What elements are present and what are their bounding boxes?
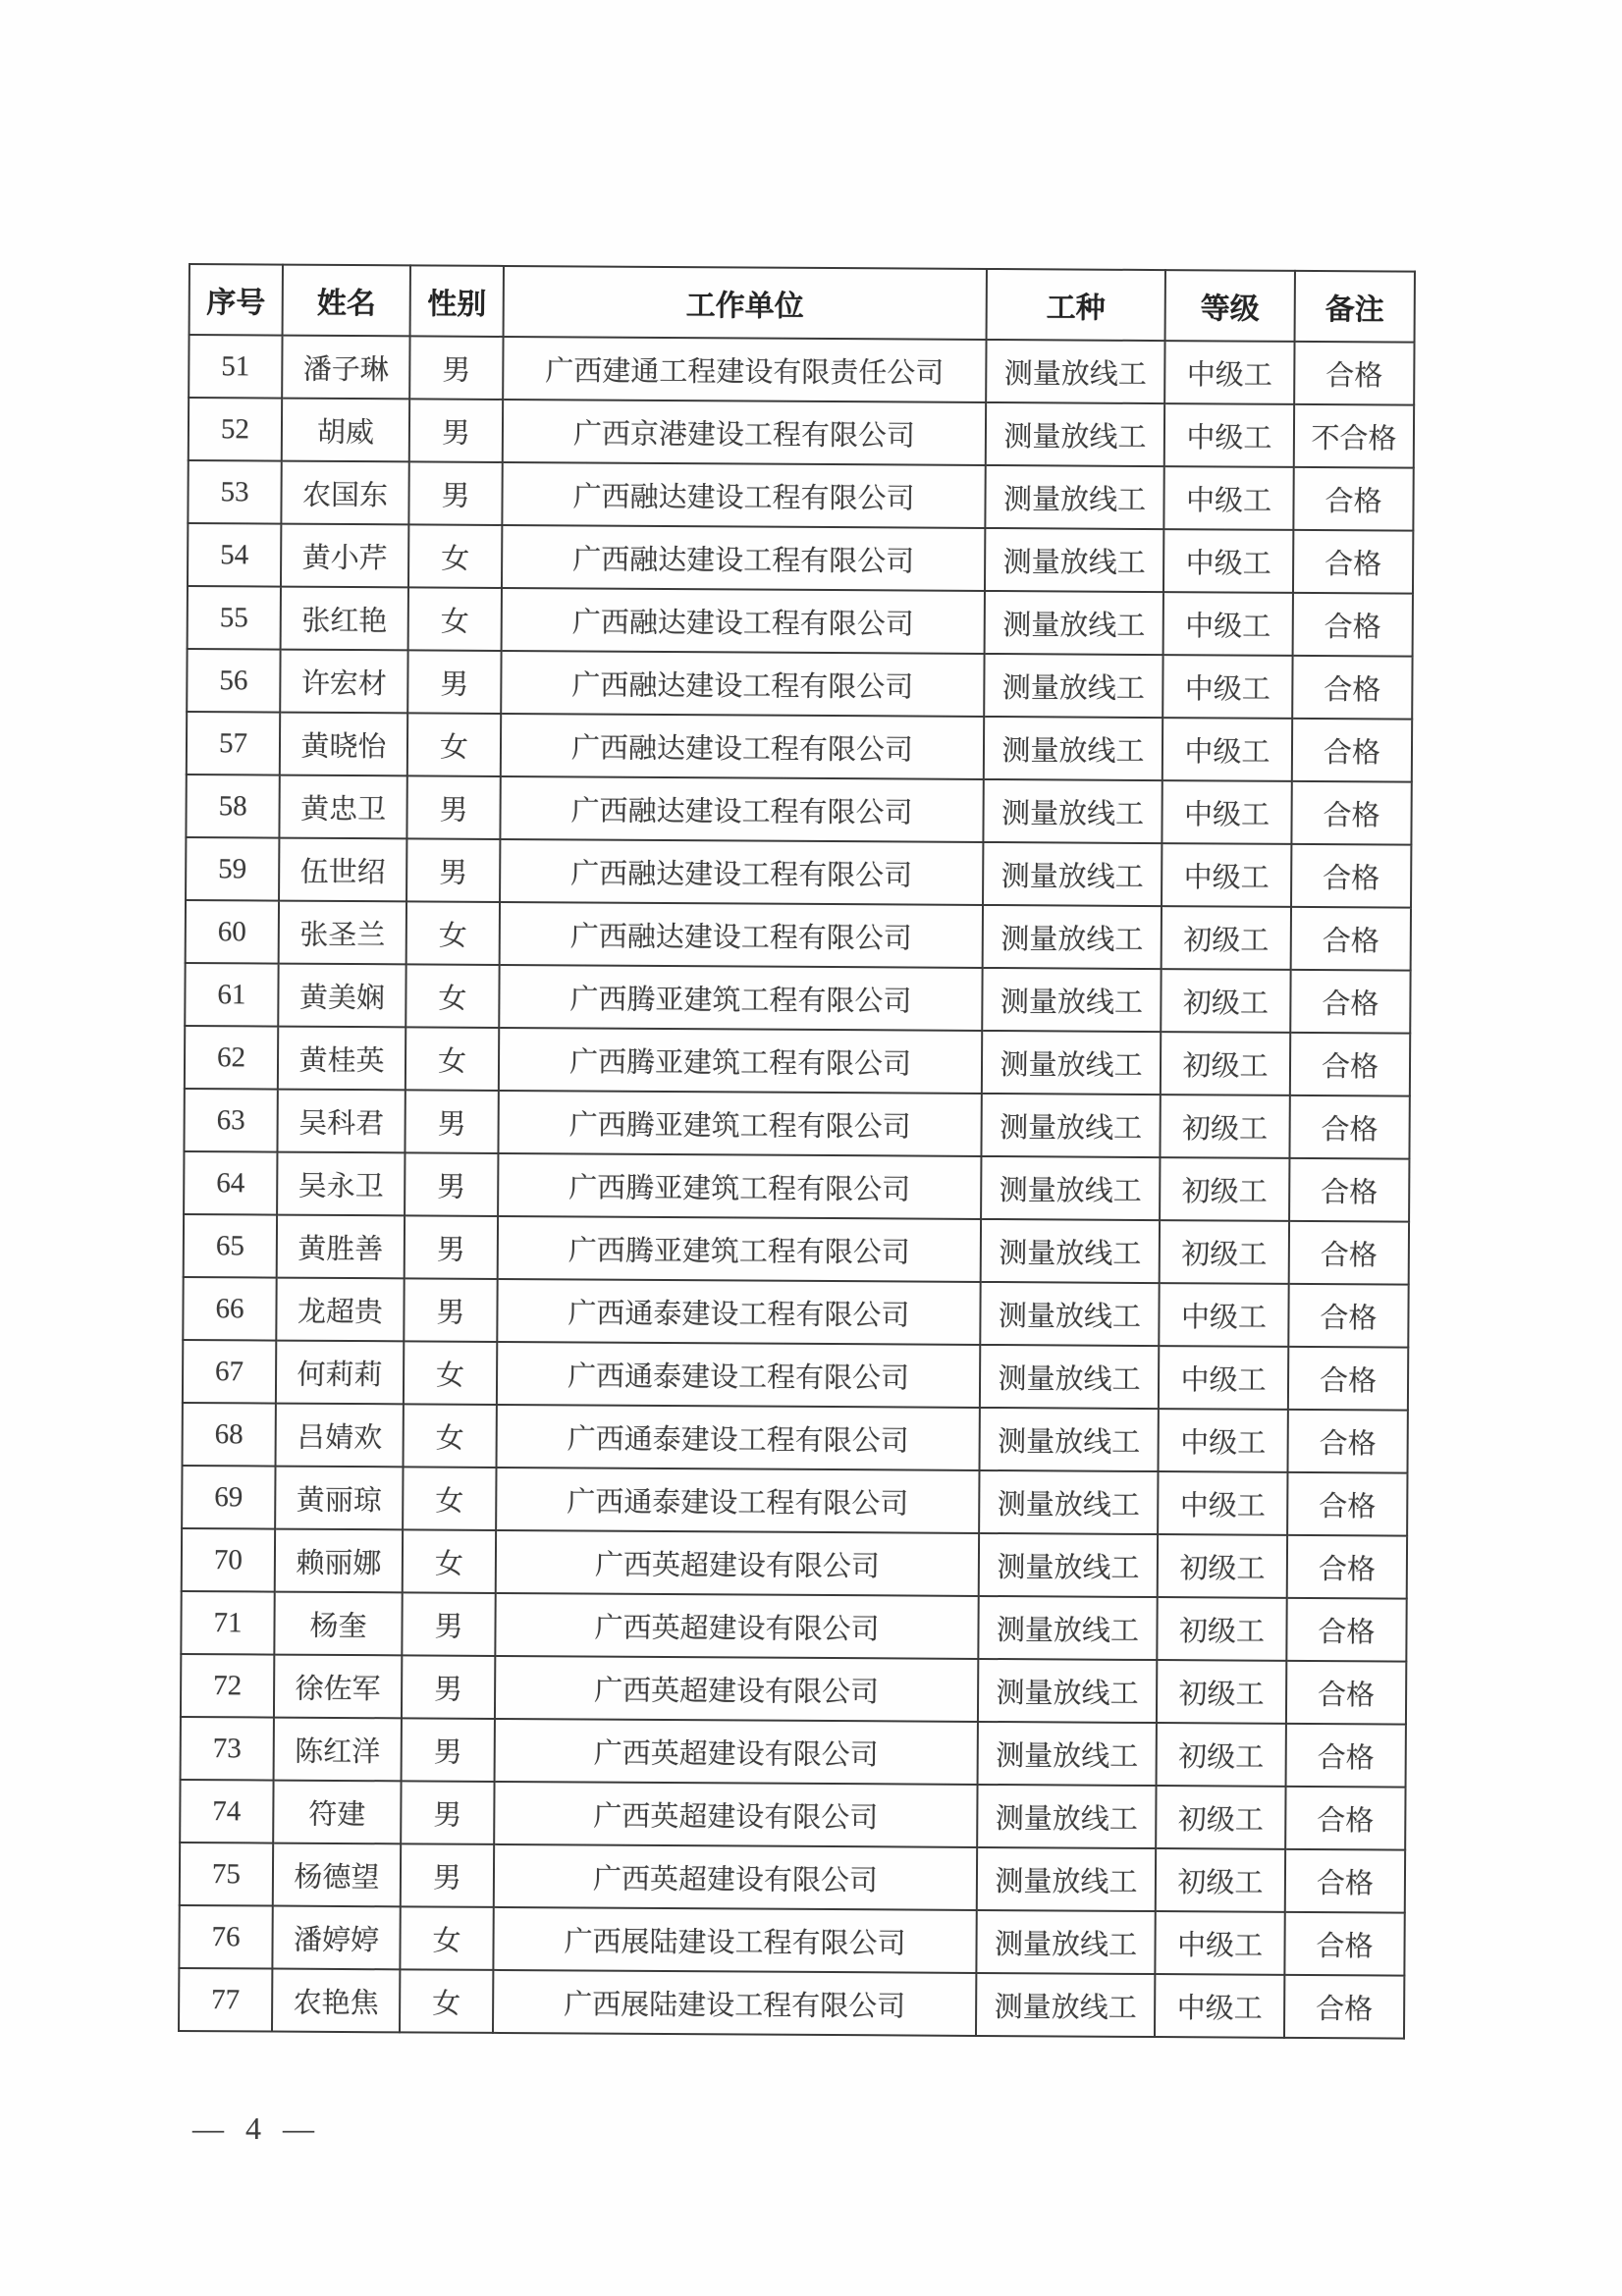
cell-col-gender: 女 <box>403 1467 496 1530</box>
cell-col-trade: 测量放线工 <box>984 654 1162 718</box>
cell-col-trade: 测量放线工 <box>980 1345 1159 1409</box>
cell-col-remark: 合格 <box>1293 593 1413 657</box>
cell-col-name: 龙超贵 <box>276 1278 404 1342</box>
cell-col-number: 76 <box>179 1905 272 1969</box>
cell-col-work-unit: 广西英超建设有限公司 <box>496 1530 979 1596</box>
cell-col-trade: 测量放线工 <box>978 1659 1157 1723</box>
cell-col-work-unit: 广西腾亚建筑工程有限公司 <box>498 1216 981 1282</box>
cell-col-number: 74 <box>180 1780 273 1843</box>
cell-col-gender: 女 <box>403 1529 496 1593</box>
cell-col-name: 杨奎 <box>274 1592 402 1656</box>
cell-col-remark: 合格 <box>1287 1472 1407 1536</box>
cell-col-level: 中级工 <box>1163 466 1293 530</box>
cell-col-name: 符建 <box>273 1781 401 1844</box>
cell-col-remark: 合格 <box>1290 970 1410 1034</box>
cell-col-level: 中级工 <box>1159 1283 1288 1347</box>
cell-col-number: 54 <box>188 523 281 587</box>
cell-col-trade: 测量放线工 <box>986 340 1164 403</box>
cell-col-number: 73 <box>181 1717 274 1781</box>
cell-col-trade: 测量放线工 <box>981 1094 1160 1157</box>
table-row <box>186 774 1411 845</box>
cell-col-number: 67 <box>183 1340 276 1404</box>
cell-col-remark: 合格 <box>1289 1221 1409 1285</box>
cell-col-gender: 男 <box>401 1843 494 1907</box>
cell-col-work-unit: 广西英超建设有限公司 <box>494 1844 977 1910</box>
cell-col-level: 初级工 <box>1161 1032 1290 1095</box>
cell-col-trade: 测量放线工 <box>983 842 1162 906</box>
cell-col-trade: 测量放线工 <box>986 402 1164 466</box>
cell-col-gender: 女 <box>406 901 500 965</box>
cell-col-gender: 女 <box>404 1341 497 1405</box>
cell-col-work-unit: 广西通泰建设工程有限公司 <box>497 1279 980 1345</box>
cell-col-level: 中级工 <box>1155 1974 1284 2038</box>
cell-col-gender: 女 <box>407 713 501 776</box>
cell-col-name: 黄小芹 <box>281 524 408 588</box>
column-header-col-work-unit: 工作单位 <box>504 266 987 340</box>
cell-col-work-unit: 广西建通工程建设有限责任公司 <box>503 337 986 402</box>
column-header-col-name: 姓名 <box>283 265 410 337</box>
cell-col-number: 69 <box>182 1466 275 1529</box>
cell-col-remark: 合格 <box>1290 1033 1410 1096</box>
cell-col-level: 初级工 <box>1158 1534 1287 1598</box>
cell-col-level: 中级工 <box>1158 1409 1287 1472</box>
cell-col-name: 黄胜善 <box>277 1215 405 1279</box>
cell-col-work-unit: 广西京港建设工程有限公司 <box>503 400 986 465</box>
cell-col-number: 71 <box>181 1591 274 1655</box>
column-header-col-level: 等级 <box>1165 270 1295 342</box>
cell-col-work-unit: 广西腾亚建筑工程有限公司 <box>499 965 982 1031</box>
cell-col-level: 中级工 <box>1162 655 1292 719</box>
cell-col-name: 黄晓怡 <box>280 713 407 776</box>
cell-col-remark: 合格 <box>1286 1598 1406 1662</box>
table-row <box>186 900 1411 971</box>
cell-col-remark: 合格 <box>1287 1535 1407 1599</box>
cell-col-remark: 合格 <box>1291 907 1411 971</box>
cell-col-name: 陈红洋 <box>274 1718 402 1782</box>
cell-col-trade: 测量放线工 <box>983 779 1162 843</box>
cell-col-remark: 合格 <box>1291 781 1411 845</box>
cell-col-remark: 合格 <box>1288 1284 1408 1348</box>
cell-col-gender: 男 <box>407 650 501 714</box>
cell-col-gender: 女 <box>408 587 502 651</box>
cell-col-trade: 测量放线工 <box>985 465 1163 529</box>
cell-col-level: 中级工 <box>1163 529 1293 593</box>
cell-col-gender: 男 <box>404 1278 497 1342</box>
cell-col-name: 黄桂英 <box>278 1027 406 1091</box>
cell-col-name: 张圣兰 <box>279 901 406 965</box>
cell-col-gender: 男 <box>401 1781 494 1844</box>
cell-col-trade: 测量放线工 <box>982 1031 1161 1095</box>
cell-col-remark: 合格 <box>1285 1849 1405 1913</box>
cell-col-trade: 测量放线工 <box>979 1470 1158 1534</box>
cell-col-level: 初级工 <box>1157 1723 1286 1787</box>
cell-col-level: 初级工 <box>1157 1660 1286 1724</box>
table-row <box>188 523 1413 594</box>
cell-col-work-unit: 广西腾亚建筑工程有限公司 <box>499 1028 982 1094</box>
cell-col-work-unit: 广西融达建设工程有限公司 <box>501 651 984 717</box>
cell-col-remark: 合格 <box>1286 1724 1406 1788</box>
table-row <box>188 586 1413 657</box>
cell-col-trade: 测量放线工 <box>976 1910 1155 1974</box>
cell-col-number: 60 <box>186 900 279 964</box>
cell-col-number: 62 <box>185 1026 278 1090</box>
cell-col-name: 吴永卫 <box>277 1152 405 1216</box>
table-row <box>184 1089 1409 1159</box>
cell-col-work-unit: 广西融达建设工程有限公司 <box>502 525 985 591</box>
cell-col-level: 初级工 <box>1160 1095 1289 1158</box>
table-row <box>186 837 1411 908</box>
cell-col-gender: 男 <box>406 838 500 902</box>
table-row <box>184 1214 1409 1285</box>
cell-col-work-unit: 广西融达建设工程有限公司 <box>501 714 984 779</box>
cell-col-trade: 测量放线工 <box>979 1533 1158 1597</box>
cell-col-gender: 男 <box>406 775 500 839</box>
cell-col-work-unit: 广西腾亚建筑工程有限公司 <box>498 1091 981 1156</box>
cell-col-work-unit: 广西英超建设有限公司 <box>494 1782 977 1847</box>
cell-col-work-unit: 广西英超建设有限公司 <box>495 1719 978 1785</box>
table-row <box>189 335 1414 405</box>
cell-col-work-unit: 广西腾亚建筑工程有限公司 <box>498 1153 981 1219</box>
cell-col-trade: 测量放线工 <box>985 528 1163 592</box>
table-row <box>183 1277 1408 1348</box>
cell-col-remark: 合格 <box>1294 342 1414 405</box>
cell-col-work-unit: 广西融达建设工程有限公司 <box>500 776 983 842</box>
cell-col-level: 初级工 <box>1160 1157 1289 1221</box>
cell-col-name: 黄丽琼 <box>275 1467 403 1530</box>
table-row <box>181 1717 1406 1788</box>
cell-col-gender: 男 <box>402 1718 495 1782</box>
cell-col-name: 张红艳 <box>281 587 408 651</box>
cell-col-remark: 合格 <box>1287 1410 1407 1473</box>
cell-col-level: 中级工 <box>1162 718 1292 781</box>
cell-col-number: 64 <box>184 1151 277 1215</box>
cell-col-number: 65 <box>184 1214 277 1278</box>
cell-col-trade: 测量放线工 <box>985 591 1163 655</box>
cell-col-gender: 女 <box>400 1969 493 2033</box>
column-header-col-trade: 工种 <box>987 269 1165 341</box>
cell-col-name: 胡威 <box>282 399 409 462</box>
cell-col-trade: 测量放线工 <box>982 968 1161 1032</box>
cell-col-gender: 男 <box>405 1090 498 1153</box>
cell-col-work-unit: 广西展陆建设工程有限公司 <box>493 1970 976 2036</box>
cell-col-remark: 合格 <box>1286 1661 1406 1725</box>
cell-col-level: 初级工 <box>1156 1848 1285 1912</box>
cell-col-remark: 合格 <box>1289 1158 1409 1222</box>
cell-col-level: 初级工 <box>1160 1220 1289 1284</box>
cell-col-remark: 合格 <box>1289 1095 1409 1159</box>
cell-col-gender: 女 <box>408 524 502 588</box>
cell-col-gender: 女 <box>404 1404 497 1468</box>
cell-col-number: 61 <box>185 963 278 1027</box>
table-row <box>183 1403 1408 1473</box>
cell-col-number: 52 <box>189 398 282 461</box>
cell-col-number: 53 <box>188 460 281 524</box>
cell-col-level: 中级工 <box>1163 592 1293 656</box>
table-row <box>184 1151 1409 1222</box>
cell-col-name: 杨德望 <box>273 1843 401 1907</box>
cell-col-level: 初级工 <box>1157 1597 1286 1661</box>
cell-col-remark: 合格 <box>1291 844 1411 908</box>
cell-col-name: 赖丽娜 <box>275 1529 403 1593</box>
cell-col-remark: 不合格 <box>1294 404 1414 468</box>
cell-col-remark: 合格 <box>1292 656 1412 720</box>
cell-col-gender: 男 <box>402 1592 495 1656</box>
cell-col-gender: 男 <box>405 1152 498 1216</box>
cell-col-number: 66 <box>183 1277 276 1341</box>
table-row <box>183 1340 1408 1411</box>
cell-col-trade: 测量放线工 <box>977 1785 1156 1848</box>
cell-col-trade: 测量放线工 <box>976 1973 1155 2037</box>
table-row <box>182 1528 1407 1599</box>
cell-col-trade: 测量放线工 <box>978 1596 1157 1660</box>
cell-col-remark: 合格 <box>1293 467 1413 531</box>
cell-col-work-unit: 广西融达建设工程有限公司 <box>502 462 985 528</box>
cell-col-name: 黄美娴 <box>278 964 406 1028</box>
cell-col-gender: 男 <box>408 461 502 525</box>
results-table <box>178 263 1416 2040</box>
cell-col-name: 黄忠卫 <box>279 775 406 839</box>
cell-col-trade: 测量放线工 <box>981 1156 1160 1220</box>
cell-col-number: 51 <box>189 335 282 399</box>
cell-col-number: 57 <box>187 712 280 775</box>
cell-col-number: 77 <box>179 1968 272 2032</box>
cell-col-trade: 测量放线工 <box>977 1847 1156 1911</box>
cell-col-name: 伍世绍 <box>279 838 406 902</box>
cell-col-remark: 合格 <box>1285 1787 1405 1850</box>
table-row <box>179 1905 1404 1976</box>
cell-col-trade: 测量放线工 <box>983 905 1162 969</box>
table-row <box>180 1842 1405 1913</box>
page-number: — 4 — <box>192 2110 321 2146</box>
cell-col-gender: 女 <box>400 1906 493 1970</box>
cell-col-level: 中级工 <box>1158 1471 1287 1535</box>
table-row <box>188 460 1413 531</box>
table-row <box>185 963 1410 1034</box>
table-row <box>189 398 1414 468</box>
cell-col-name: 许宏材 <box>280 650 407 714</box>
cell-col-work-unit: 广西通泰建设工程有限公司 <box>497 1342 980 1408</box>
cell-col-level: 中级工 <box>1155 1911 1284 1975</box>
cell-col-level: 中级工 <box>1162 780 1291 844</box>
cell-col-name: 农国东 <box>281 461 408 525</box>
cell-col-level: 中级工 <box>1164 341 1294 404</box>
cell-col-remark: 合格 <box>1293 530 1413 594</box>
cell-col-remark: 合格 <box>1292 719 1412 782</box>
cell-col-name: 何莉莉 <box>276 1341 404 1405</box>
cell-col-number: 70 <box>182 1528 275 1592</box>
cell-col-remark: 合格 <box>1284 1912 1404 1976</box>
cell-col-work-unit: 广西通泰建设工程有限公司 <box>496 1468 979 1533</box>
cell-col-work-unit: 广西英超建设有限公司 <box>495 1593 978 1659</box>
table-row <box>185 1026 1410 1096</box>
cell-col-name: 潘子琳 <box>282 336 409 400</box>
cell-col-work-unit: 广西通泰建设工程有限公司 <box>497 1405 980 1470</box>
cell-col-gender: 男 <box>409 399 503 462</box>
cell-col-name: 潘婷婷 <box>272 1906 400 1970</box>
cell-col-trade: 测量放线工 <box>984 717 1162 780</box>
cell-col-trade: 测量放线工 <box>980 1408 1159 1471</box>
table-row <box>181 1654 1406 1725</box>
cell-col-work-unit: 广西融达建设工程有限公司 <box>500 902 983 968</box>
cell-col-name: 徐佐军 <box>274 1655 402 1719</box>
cell-col-number: 63 <box>184 1089 277 1152</box>
cell-col-level: 初级工 <box>1162 906 1291 970</box>
cell-col-number: 68 <box>183 1403 276 1467</box>
cell-col-gender: 男 <box>405 1215 498 1279</box>
cell-col-level: 中级工 <box>1162 843 1291 907</box>
cell-col-level: 中级工 <box>1164 403 1294 467</box>
cell-col-number: 56 <box>187 649 280 713</box>
header-row <box>189 264 1415 343</box>
cell-col-gender: 男 <box>409 336 503 400</box>
cell-col-level: 中级工 <box>1159 1346 1288 1410</box>
cell-col-name: 吕婧欢 <box>276 1404 404 1468</box>
cell-col-gender: 女 <box>406 1027 499 1091</box>
cell-col-work-unit: 广西融达建设工程有限公司 <box>500 839 983 905</box>
cell-col-work-unit: 广西融达建设工程有限公司 <box>502 588 985 654</box>
cell-col-name: 吴科君 <box>277 1090 405 1153</box>
cell-col-work-unit: 广西英超建设有限公司 <box>495 1656 978 1722</box>
column-header-col-remark: 备注 <box>1295 271 1415 343</box>
cell-col-work-unit: 广西展陆建设工程有限公司 <box>493 1907 976 1973</box>
cell-col-trade: 测量放线工 <box>978 1722 1157 1786</box>
cell-col-number: 55 <box>188 586 281 650</box>
table-row <box>181 1591 1406 1662</box>
cell-col-number: 59 <box>186 837 279 901</box>
table-row <box>187 649 1412 720</box>
table-row <box>179 1968 1404 2039</box>
cell-col-number: 72 <box>181 1654 274 1718</box>
table-row <box>180 1780 1405 1850</box>
column-header-col-number: 序号 <box>189 264 283 336</box>
table-row <box>182 1466 1407 1536</box>
cell-col-gender: 男 <box>402 1655 495 1719</box>
table-row <box>187 712 1412 782</box>
cell-col-number: 58 <box>186 774 279 838</box>
table-body <box>179 335 1415 2039</box>
cell-col-trade: 测量放线工 <box>980 1282 1159 1346</box>
cell-col-gender: 女 <box>406 964 499 1028</box>
cell-col-trade: 测量放线工 <box>981 1219 1160 1283</box>
cell-col-remark: 合格 <box>1284 1975 1404 2039</box>
cell-col-name: 农艳焦 <box>272 1969 400 2033</box>
cell-col-level: 初级工 <box>1161 969 1290 1033</box>
column-header-col-gender: 性别 <box>410 265 504 337</box>
cell-col-remark: 合格 <box>1288 1347 1408 1411</box>
cell-col-number: 75 <box>180 1842 273 1906</box>
cell-col-level: 初级工 <box>1156 1786 1285 1849</box>
table-header <box>189 264 1415 343</box>
